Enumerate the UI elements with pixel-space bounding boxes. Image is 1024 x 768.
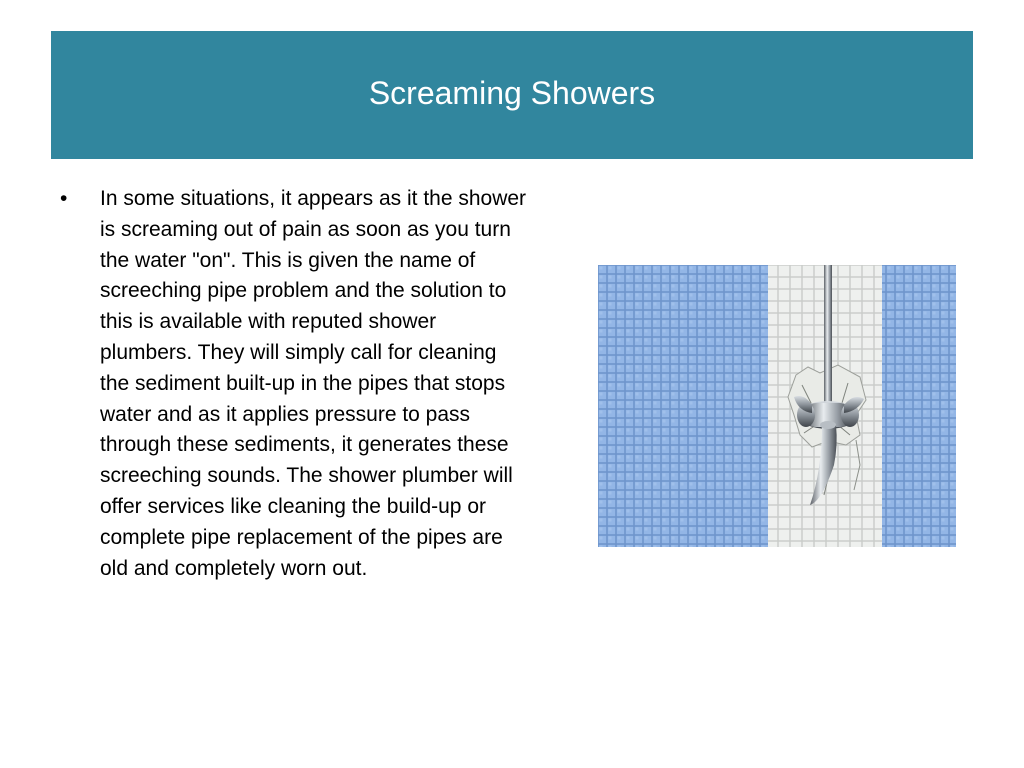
title-bar [51, 31, 973, 159]
bullet-dot: • [60, 187, 68, 210]
bullet-text: In some situations, it appears as it the shower is screaming out of pain as soon as you turn the water "on". This is given the name of screeching pipe problem and the solution to this is available with reputed shower plumbers. They will simply call for cleaning the sediment built-up in the pipes that stops water and as it applies pressure to pass through these sediments, it generates these screeching sounds. The shower plumber will offer services like cleaning the build-up or complete pipe replacement of the pipes are old and completely worn out. [100, 187, 527, 580]
shower-faucet-photo [598, 265, 956, 547]
bullet-list [60, 184, 530, 584]
bullet-item [60, 184, 530, 584]
slide-title: Screaming Showers [368, 74, 656, 111]
shower-photo-illustration [598, 265, 956, 547]
